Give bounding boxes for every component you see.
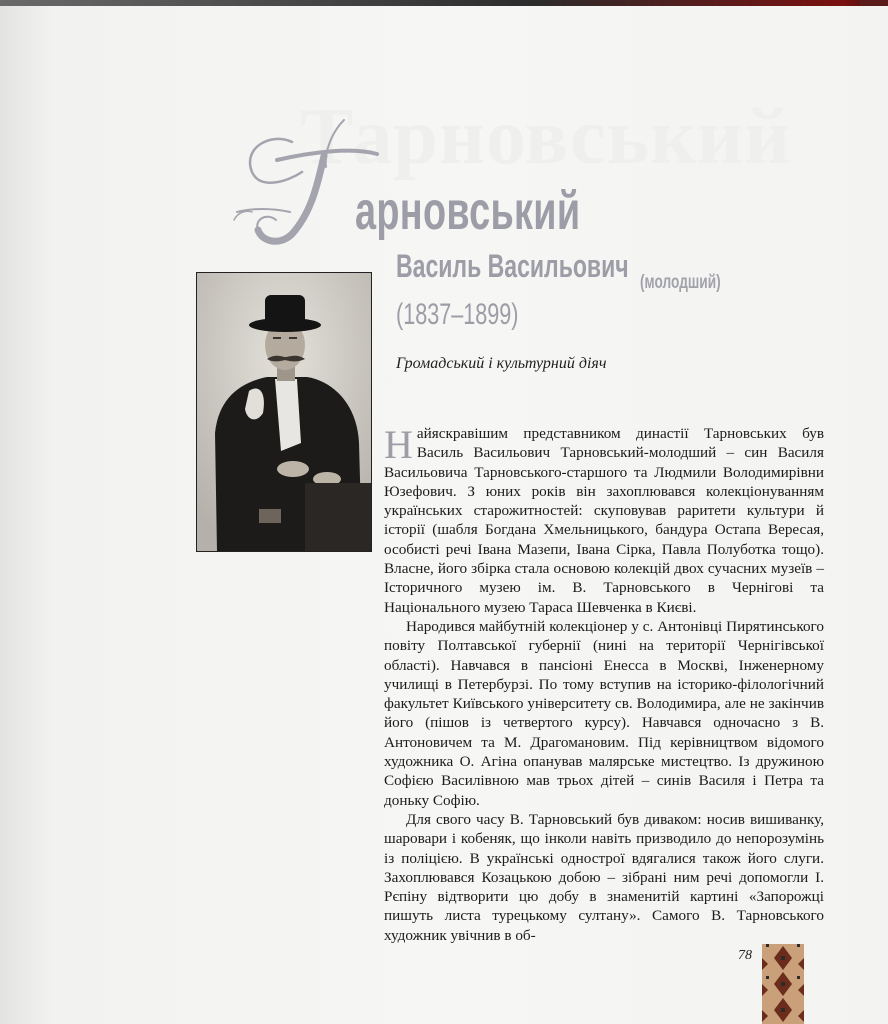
article-body — [384, 424, 824, 945]
title-text: арновський — [355, 181, 581, 241]
person-role: Громадський і культурний діяч — [396, 355, 607, 372]
title-watermark: Тарновський — [300, 93, 792, 181]
page-top-edge — [0, 0, 888, 6]
paragraph-2: Народився майбутній колекціонер у с. Антонівці Пирятинського повіту Полтавської губернії (нині на території Чернігівської області). Навчався в пансіоні Енесса в Москві, Інженерному училищі в Петербурзі. По тому вступив на історико-філологічний факультет Київського університету св. Володимира, але не закінчив його (пішов із четвертого курсу). Навчався одночасно з В. Антоновичем та М. Драгомановим. Під керівництвом відомого художника О. Агіна опанував малярське мистецтво. Із дружиною Софією Василівною мав трьох дітей – синів Василя і Петра та доньку Софію. — [384, 617, 824, 809]
page-number: 78 — [738, 948, 752, 963]
portrait-illustration — [197, 273, 371, 551]
svg-text:Т: Т — [307, 207, 316, 224]
paragraph-1-text: айяскравішим представником династії Тарновських був Василь Васильович Тарновський-молодший – син Василя Васильовича Тарновського-старшого та Людмили Володимирівни Юзефович. З юних років він захоплювався колекціонуванням українських старожитностей: скуповував раритети культури й історії (шабля Богдана Хмельницького, бандура Остапа Вересая, особисті речі Івана Мазепи, Івана Сірка, Павла Полуботка тощо). Власне, його збірка стала основою колекцій двох сучасних музеїв – Історичного музею ім. В. Тарновського в Чернігові та Національного музею Тараса Шевченка в Києві. — [384, 425, 824, 616]
paragraph-1 — [384, 424, 824, 617]
embroidery-ornament-icon — [762, 944, 804, 1024]
person-name: Василь Васильович — [396, 248, 629, 284]
life-years: (1837–1899) — [396, 298, 519, 331]
drop-cap: Н — [384, 422, 413, 467]
portrait-photo — [196, 272, 372, 552]
page-top-corner — [860, 0, 888, 6]
paragraph-3: Для свого часу В. Тарновський був диваком: носив вишиванку, шаровари і кобеняк, що інколи навіть призводило до непорозумінь із поліцією. В українські однострої вдягалися також його слуги. Захоплювався Козацькою добою – зібрані ним речі допомогли І. Рєпіну відтворити цю добу в знаменитій картині «Запорожці пишуть листа турецькому султану». Самого В. Тарновського художник увічнив в об- — [384, 810, 824, 944]
name-note: (молодший) — [640, 272, 721, 293]
